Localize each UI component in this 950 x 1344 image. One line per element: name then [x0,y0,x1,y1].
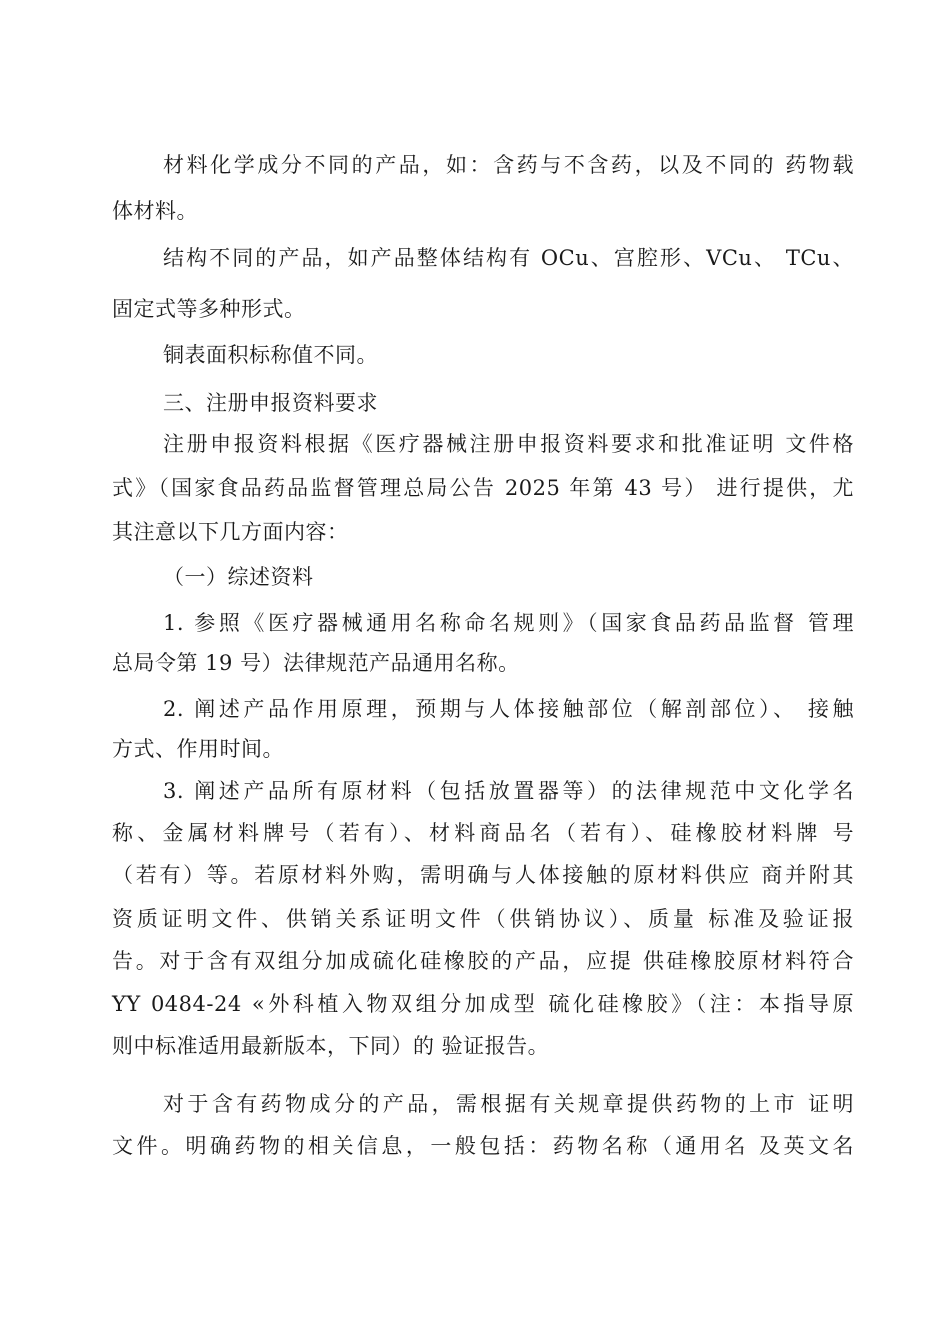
text-line: 告。对于含有双组分加成硫化硅橡胶的产品，应提 供硅橡胶原材料符合 [112,949,854,973]
text-line: 3. 阐述产品所有原材料（包括放置器等）的法律规范中文化学名 [163,779,854,803]
text-line: YY 0484-24 «外科植入物双组分加成型 硫化硅橡胶》（注：本指导原 [112,992,854,1016]
text-line: 注册申报资料根据《医疗器械注册申报资料要求和批准证明 文件格 [163,432,854,456]
text-line: 2. 阐述产品作用原理，预期与人体接触部位（解剖部位）、 接触 [163,697,854,721]
text-line: 材料化学成分不同的产品，如：含药与不含药，以及不同的 药物载 [163,153,854,177]
text-line: 结构不同的产品，如产品整体结构有 OCu、宫腔形、VCu、 TCu、 [163,246,854,270]
text-line: 文件。明确药物的相关信息，一般包括：药物名称（通用名 及英文名 [112,1134,854,1158]
text-line: 固定式等多种形式。 [112,297,306,321]
section-heading: 三、注册申报资料要求 [163,391,378,415]
text-line: 则中标准适用最新版本，下同）的 验证报告。 [112,1034,550,1058]
text-line: 式》（国家食品药品监督管理总局公告 2025 年第 43 号） 进行提供，尤 [112,476,854,500]
text-line: 称、金属材料牌号（若有）、材料商品名（若有）、硅橡胶材料牌 号 [112,821,854,845]
text-line: 体材料。 [112,199,198,223]
text-line: 其注意以下几方面内容： [112,520,349,544]
text-line: 总局令第 19 号）法律规范产品通用名称。 [112,651,520,675]
text-line: （若有）等。若原材料外购，需明确与人体接触的原材料供应 商并附其 [112,863,854,887]
subsection-heading: （一）综述资料 [163,565,314,589]
text-line: 对于含有药物成分的产品，需根据有关规章提供药物的上市 证明 [163,1092,854,1116]
text-line: 铜表面积标称值不同。 [163,343,378,367]
text-line: 1. 参照《医疗器械通用名称命名规则》（国家食品药品监督 管理 [163,611,854,635]
text-line: 资质证明文件、供销关系证明文件（供销协议）、质量 标准及验证报 [112,907,854,931]
text-line: 方式、作用时间。 [112,737,284,761]
